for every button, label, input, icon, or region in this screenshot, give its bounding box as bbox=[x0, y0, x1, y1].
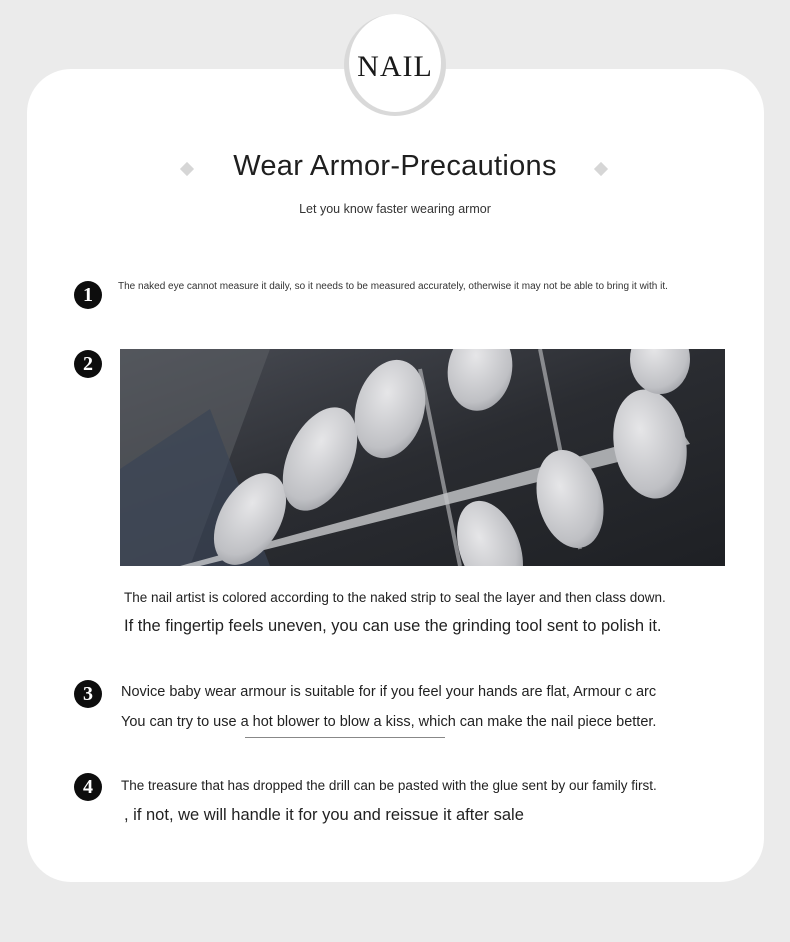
press-on-nails-photo bbox=[120, 349, 725, 566]
nail-badge bbox=[349, 14, 441, 112]
step-4-line-2: , if not, we will handle it for you and reissue it after sale bbox=[124, 806, 524, 824]
step-number-4: 4 bbox=[74, 773, 102, 801]
step-4-line-1: The treasure that has dropped the drill can be pasted with the glue sent by our family first. bbox=[121, 778, 657, 793]
step-2-line-2: If the fingertip feels uneven, you can use the grinding tool sent to polish it. bbox=[124, 617, 662, 635]
badge-text: NAIL bbox=[357, 50, 433, 83]
step-3-line-1: Novice baby wear armour is suitable for if you feel your hands are flat, Armour c arc bbox=[121, 684, 657, 700]
step-1-text: The naked eye cannot measure it daily, so it needs to be measured accurately, otherwise it may not be able to bring it with it. bbox=[118, 281, 668, 292]
step-2-line-1: The nail artist is colored according to the naked strip to seal the layer and then class down. bbox=[124, 590, 666, 605]
step-number-2: 2 bbox=[74, 350, 102, 378]
page-title: Wear Armor-Precautions bbox=[233, 150, 557, 182]
step-number-1: 1 bbox=[74, 281, 102, 309]
step-3-line-2: You can try to use a hot blower to blow a kiss, which can make the nail piece better. bbox=[121, 714, 657, 730]
page-subtitle: Let you know faster wearing armor bbox=[299, 202, 491, 216]
underline-mark bbox=[245, 737, 445, 738]
step-number-3: 3 bbox=[74, 680, 102, 708]
